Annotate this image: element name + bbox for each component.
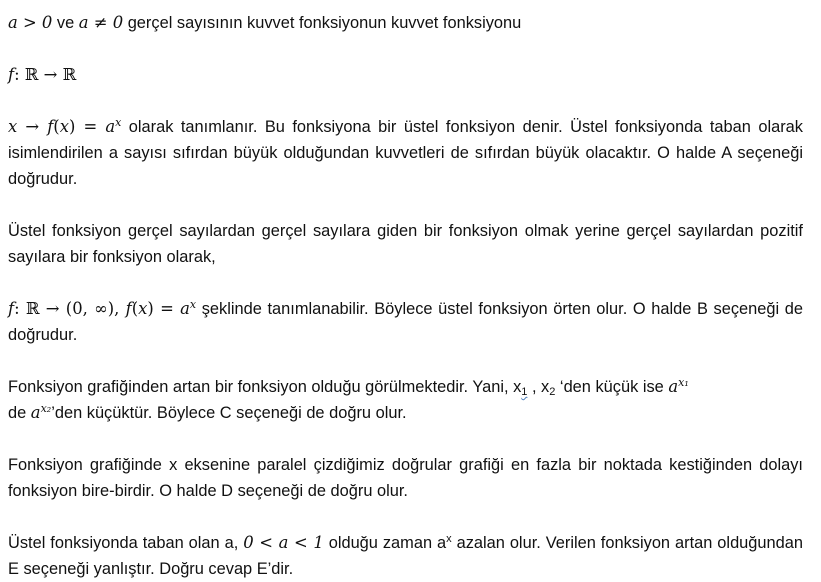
- math-f: f: [8, 65, 15, 84]
- math: x: [8, 117, 18, 136]
- text: gerçel sayısının kuvvet fonksiyonun kuvvet fonksiyonu: [123, 14, 522, 32]
- math: ) =: [68, 117, 106, 136]
- math: f: [125, 299, 132, 318]
- math: a: [105, 117, 116, 136]
- math: f: [47, 117, 54, 136]
- math-domain-codomain: : ℝ → ℝ: [14, 65, 77, 84]
- math: a: [668, 377, 679, 396]
- paragraph-text: azalan olur. Verilen fonksiyon artan olduğundan E seçeneği yanlıştır. Doğru cevap E’dir.: [8, 534, 803, 578]
- function-definition: [8, 62, 803, 88]
- paragraph-text: , x: [527, 378, 550, 396]
- paragraph-text: Fonksiyon grafiğinden artan bir fonksiyon olduğu görülmektedir. Yani, x: [8, 378, 522, 396]
- math: : ℝ → (0, ∞),: [14, 299, 126, 318]
- math-exponent: x: [189, 298, 197, 311]
- paragraph-text: de: [8, 404, 31, 422]
- paragraph-text: Üstel fonksiyonda taban olan a,: [8, 534, 244, 552]
- paragraph-6: [8, 530, 803, 582]
- intro-line: [8, 10, 803, 36]
- math: ) =: [147, 299, 181, 318]
- paragraph-text: olduğu zaman a: [323, 534, 447, 552]
- math: (: [131, 299, 139, 318]
- paragraph-3: [8, 296, 803, 348]
- paragraph-text: Üstel fonksiyon gerçel sayılardan gerçel sayılara giden bir fonksiyon olmak yerine gerçel sayılardan pozitif sayılara bir fonksiyon olarak,: [8, 222, 803, 266]
- math: x: [138, 299, 148, 318]
- paragraph-5: [8, 452, 803, 504]
- math: (: [53, 117, 60, 136]
- math-a-gt-0: a > 0: [8, 13, 53, 32]
- math: →: [17, 117, 48, 136]
- exponent: x: [446, 533, 452, 545]
- subscript-1: 1: [521, 386, 528, 398]
- paragraph-text: ’den küçüktür. Böylece C seçeneği de doğru olur.: [51, 404, 407, 422]
- paragraph-text: olarak tanımlanır. Bu fonksiyona bir üstel fonksiyon denir. Üstel fonksiyonda taban olarak isimlendirilen a sayısı sıfırdan büyük olduğundan kuvvetleri de sıfırdan büyük olacaktır. O halde A seçeneği doğrudur.: [8, 118, 803, 188]
- paragraph-1: [8, 114, 803, 192]
- math: x: [59, 117, 69, 136]
- math: f: [8, 299, 15, 318]
- paragraph-2: [8, 218, 803, 270]
- math: a: [180, 299, 190, 318]
- text: ve: [52, 14, 79, 32]
- paragraph-text: şeklinde tanımlanabilir. Böylece üstel fonksiyon örten olur. O halde B seçeneği de doğrudur.: [8, 300, 803, 344]
- paragraph-4: [8, 374, 803, 426]
- math-a-ne-0: a ≠ 0: [78, 13, 124, 32]
- document-body: [8, 0, 803, 582]
- math-exponent: x: [115, 116, 122, 129]
- math-exponent: x₁: [678, 376, 689, 389]
- paragraph-text: ‘den küçük ise: [555, 378, 669, 396]
- math-exponent: x₂: [40, 402, 52, 415]
- math: 0 < a < 1: [243, 533, 324, 552]
- paragraph-text: Fonksiyon grafiğinde x eksenine paralel çizdiğimiz doğrular grafiği en fazla bir noktada kestiğinden dolayı fonksiyon bire-birdir. O halde D seçeneği de doğru olur.: [8, 456, 803, 500]
- subscript-2: 2: [549, 386, 556, 398]
- math: a: [30, 403, 41, 422]
